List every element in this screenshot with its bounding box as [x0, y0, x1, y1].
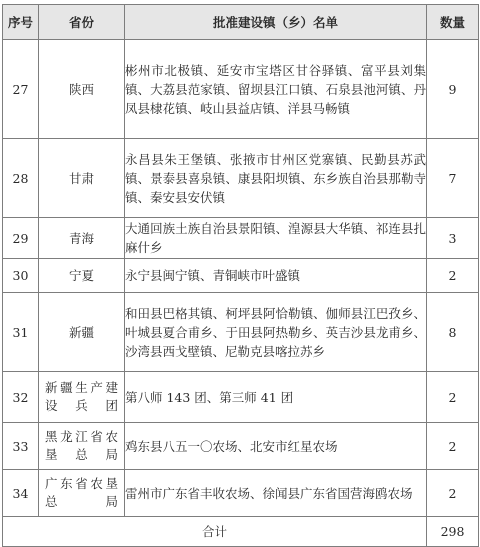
row-index: 30	[3, 259, 39, 293]
table-row	[3, 218, 479, 259]
total-label: 合计	[3, 517, 427, 547]
header-count: 数量	[427, 5, 479, 40]
row-province: 宁夏	[39, 259, 125, 293]
row-towns: 第八师 143 团、第三师 41 团	[125, 372, 427, 423]
header-province: 省份	[39, 5, 125, 40]
row-index: 31	[3, 293, 39, 372]
table-row	[3, 470, 479, 517]
row-index: 28	[3, 139, 39, 218]
total-value: 298	[427, 517, 479, 547]
row-index: 27	[3, 40, 39, 139]
row-towns: 和田县巴格其镇、柯坪县阿恰勒镇、伽师县江巴孜乡、叶城县夏合甫乡、于田县阿热勒乡、英吉沙县龙甫乡、沙湾县西戈壁镇、尼勒克县喀拉苏乡	[125, 293, 427, 372]
approved-towns-table	[2, 4, 479, 547]
row-towns: 永宁县闽宁镇、青铜峡市叶盛镇	[125, 259, 427, 293]
header-index: 序号	[3, 5, 39, 40]
row-towns: 大通回族土族自治县景阳镇、湟源县大华镇、祁连县扎麻什乡	[125, 218, 427, 259]
row-count: 2	[427, 423, 479, 470]
row-count: 3	[427, 218, 479, 259]
table-header-row	[3, 5, 479, 40]
row-count: 7	[427, 139, 479, 218]
row-province: 黑龙江省农垦总局	[39, 423, 125, 470]
row-index: 29	[3, 218, 39, 259]
table-row	[3, 423, 479, 470]
row-count: 2	[427, 470, 479, 517]
row-towns: 雷州市广东省丰收农场、徐闻县广东省国营海鸥农场	[125, 470, 427, 517]
row-province: 新疆生产建设兵团	[39, 372, 125, 423]
table-row	[3, 372, 479, 423]
table-row	[3, 139, 479, 218]
row-index: 34	[3, 470, 39, 517]
row-province: 青海	[39, 218, 125, 259]
row-towns: 永昌县朱王堡镇、张掖市甘州区党寨镇、民勤县苏武镇、景泰县喜泉镇、康县阳坝镇、东乡族自治县那勒寺镇、秦安县安伏镇	[125, 139, 427, 218]
row-province: 甘肃	[39, 139, 125, 218]
row-towns: 彬州市北极镇、延安市宝塔区甘谷驿镇、富平县刘集镇、大荔县范家镇、留坝县江口镇、石泉县池河镇、丹凤县棣花镇、岐山县益店镇、洋县马畅镇	[125, 40, 427, 139]
table-row	[3, 259, 479, 293]
row-index: 33	[3, 423, 39, 470]
row-province: 新疆	[39, 293, 125, 372]
row-count: 2	[427, 259, 479, 293]
row-province: 陕西	[39, 40, 125, 139]
row-towns: 鸡东县八五一〇农场、北安市红星农场	[125, 423, 427, 470]
row-index: 32	[3, 372, 39, 423]
table-row	[3, 293, 479, 372]
row-count: 9	[427, 40, 479, 139]
row-count: 8	[427, 293, 479, 372]
table-row	[3, 40, 479, 139]
header-list: 批准建设镇（乡）名单	[125, 5, 427, 40]
row-count: 2	[427, 372, 479, 423]
row-province: 广东省农垦总局	[39, 470, 125, 517]
